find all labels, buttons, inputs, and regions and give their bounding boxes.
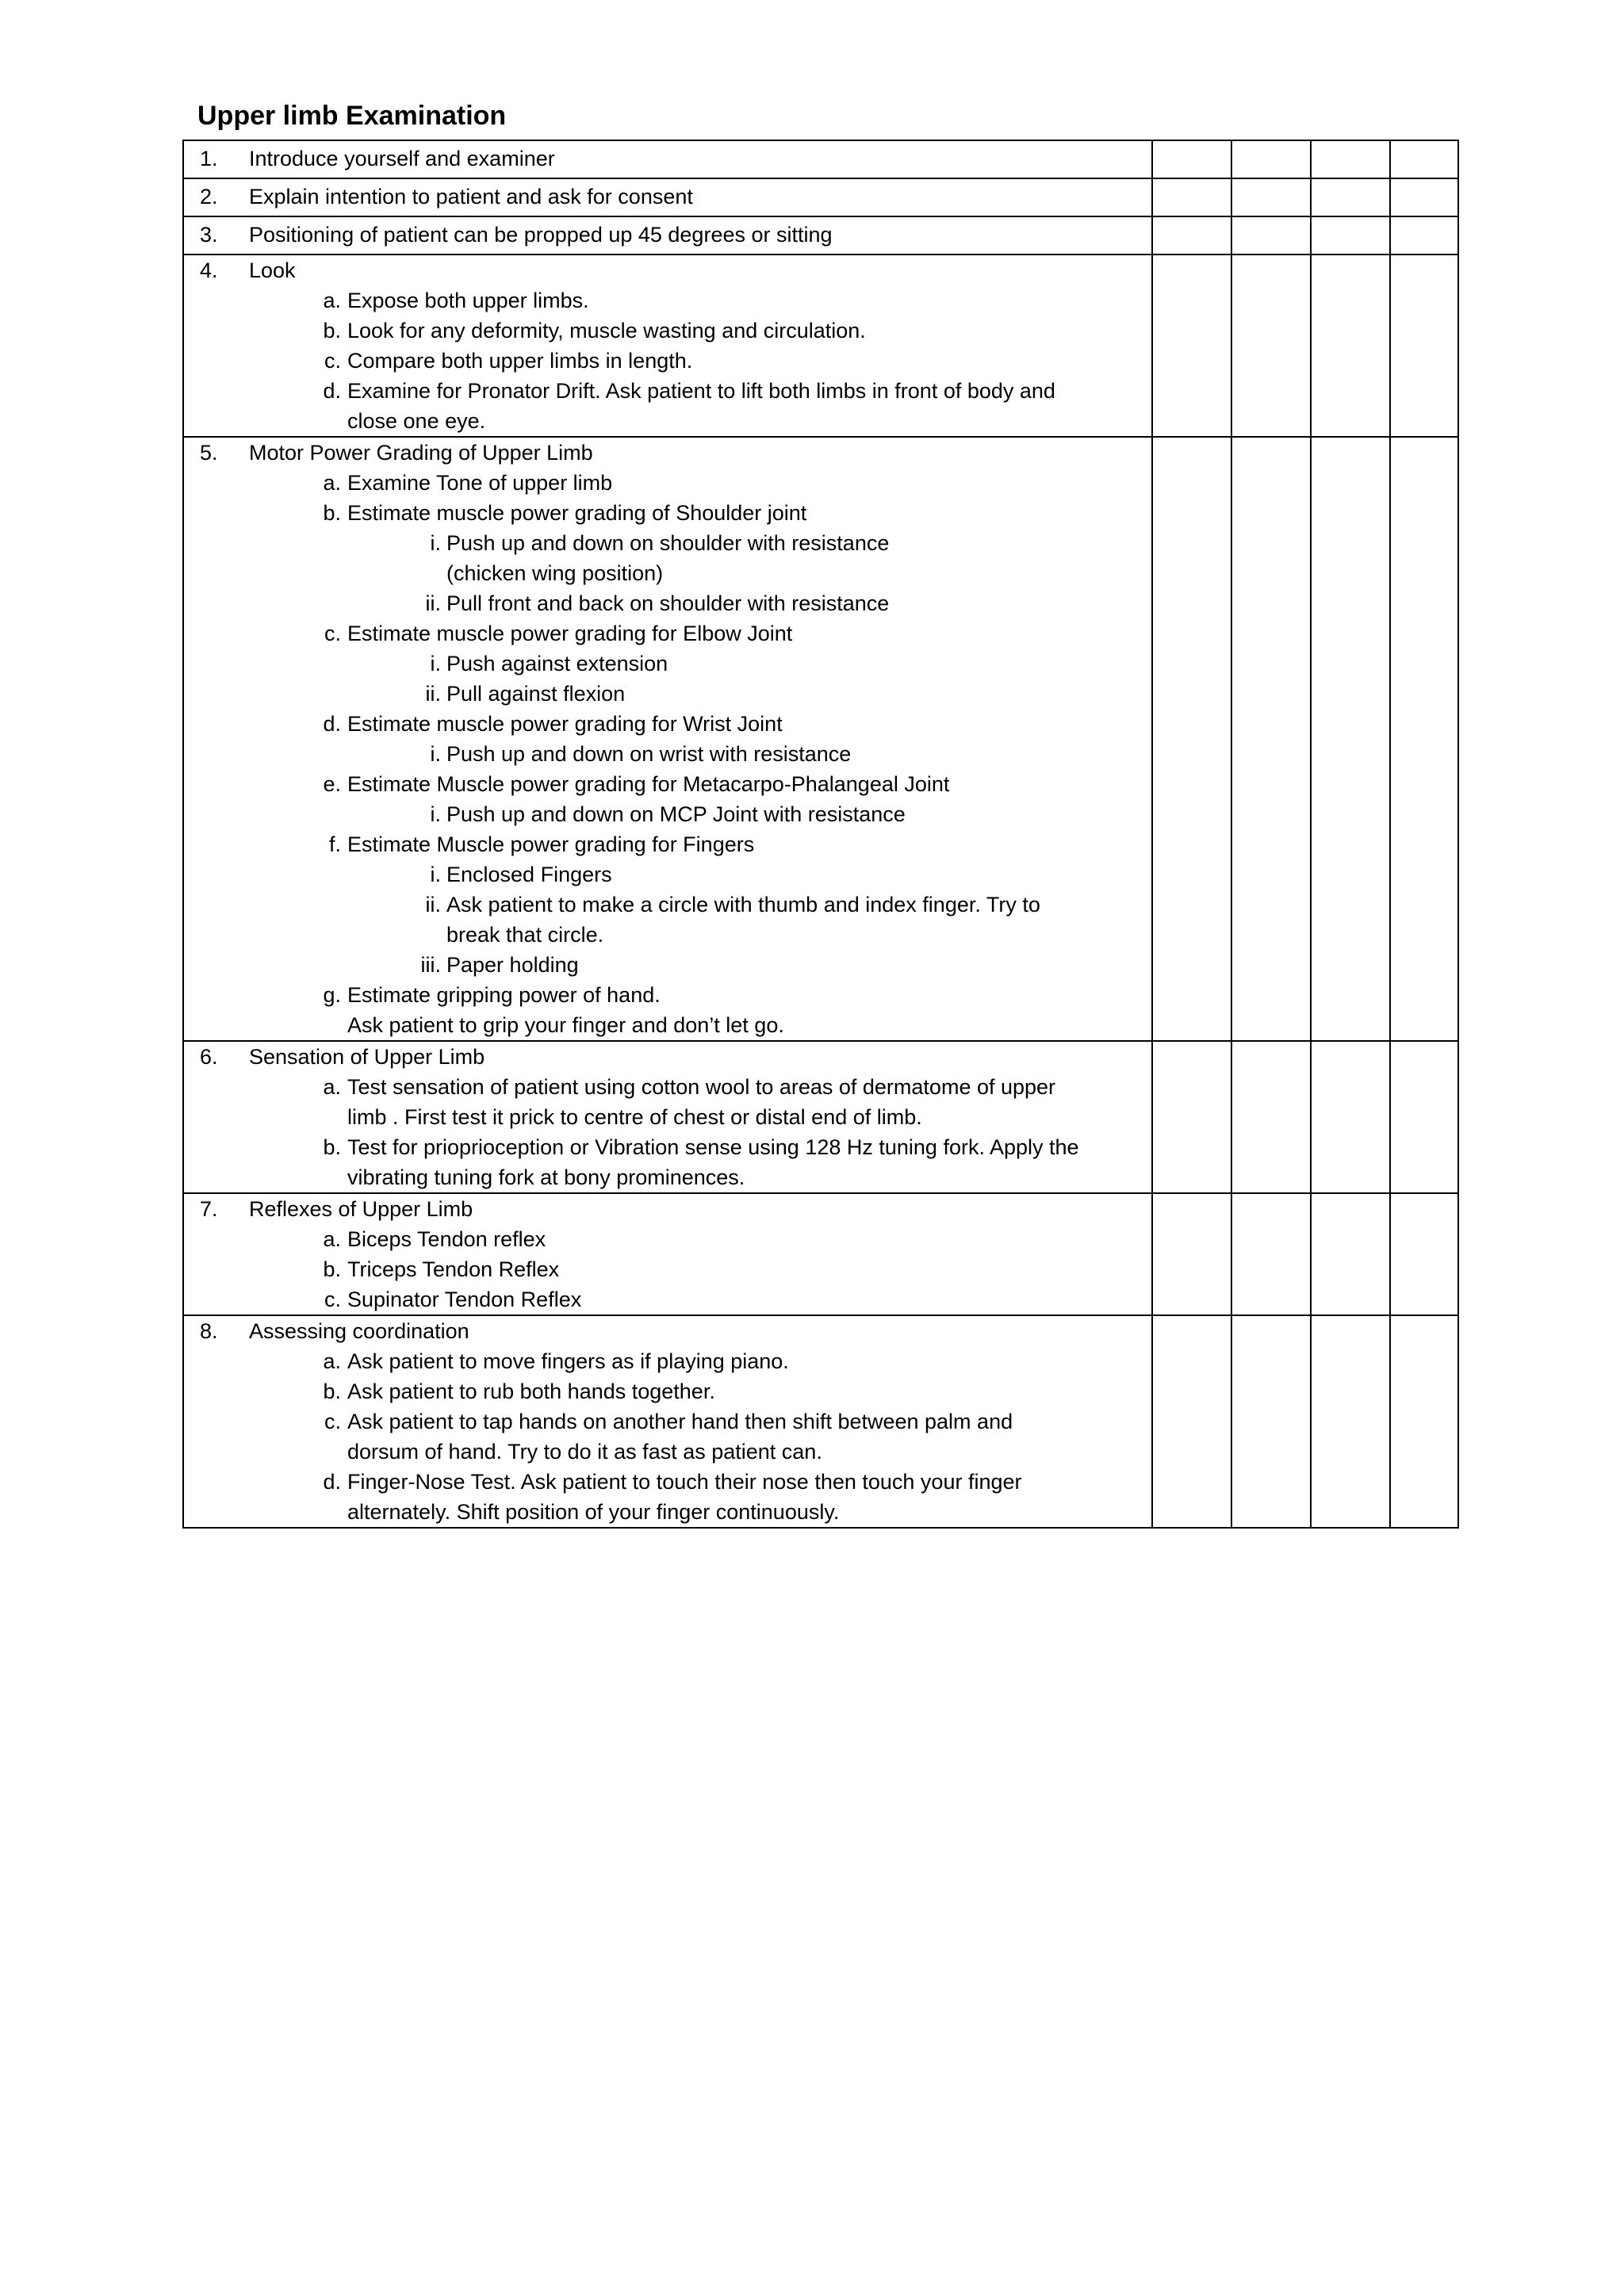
substep-text: Examine for Pronator Drift. Ask patient to lift both limbs in front of body and: [347, 379, 1055, 403]
substep-label: c.: [324, 1410, 341, 1433]
sub-substep-text: Push up and down on MCP Joint with resistance: [446, 802, 906, 826]
examination-checklist-table: [182, 140, 1459, 1529]
text-line: [184, 1437, 1151, 1467]
step-number: 2.: [200, 185, 218, 209]
checklist-row: [183, 178, 1458, 216]
sub-substep-label: ii.: [425, 682, 441, 706]
score-checkbox-cell[interactable]: [1390, 216, 1458, 254]
text-line: [184, 217, 1151, 252]
substep-label: c.: [324, 622, 341, 645]
step-content-cell: [183, 178, 1152, 216]
text-line: [184, 618, 1151, 649]
checklist-row: [183, 1041, 1458, 1193]
score-checkbox-cell[interactable]: [1390, 1041, 1458, 1193]
score-checkbox-cell[interactable]: [1390, 140, 1458, 178]
substep-label: c.: [324, 349, 341, 373]
sub-substep-label: ii.: [425, 893, 441, 916]
substep-label: a.: [323, 289, 341, 312]
text-line: [184, 649, 1151, 679]
substep-text: Finger-Nose Test. Ask patient to touch their nose then touch your finger: [347, 1470, 1022, 1494]
score-checkbox-cell[interactable]: [1231, 1193, 1311, 1315]
checklist-row: [183, 140, 1458, 178]
step-number: 6.: [200, 1045, 218, 1069]
score-checkbox-cell[interactable]: [1390, 437, 1458, 1041]
substep-label: a.: [323, 471, 341, 495]
text-line: [184, 498, 1151, 528]
checklist-row: [183, 254, 1458, 437]
substep-text: Ask patient to move fingers as if playing piano.: [347, 1349, 789, 1373]
substep-label: d.: [323, 379, 341, 403]
sub-substep-text: Pull front and back on shoulder with resistance: [446, 591, 890, 615]
score-checkbox-cell[interactable]: [1231, 254, 1311, 437]
step-title: Assessing coordination: [249, 1319, 469, 1343]
score-checkbox-cell[interactable]: [1231, 140, 1311, 178]
text-line: [184, 1346, 1151, 1376]
step-number: 4.: [200, 258, 218, 282]
substep-text: Estimate muscle power grading for Elbow Joint: [347, 622, 793, 645]
score-checkbox-cell[interactable]: [1152, 1315, 1231, 1528]
score-checkbox-cell[interactable]: [1231, 1041, 1311, 1193]
text-line: [184, 1162, 1151, 1192]
text-line: [184, 346, 1151, 376]
text-line: [184, 679, 1151, 709]
score-checkbox-cell[interactable]: [1152, 140, 1231, 178]
sub-substep-text: Ask patient to make a circle with thumb and index finger. Try to: [446, 893, 1040, 916]
score-checkbox-cell[interactable]: [1311, 1315, 1390, 1528]
sub-substep-text: Push against extension: [446, 652, 668, 675]
sub-substep-text: Paper holding: [446, 953, 579, 977]
substep-text: alternately. Shift position of your finger continuously.: [347, 1500, 840, 1524]
text-line: [184, 255, 1151, 285]
substep-text: Ask patient to grip your finger and don’t let go.: [347, 1013, 784, 1037]
score-checkbox-cell[interactable]: [1152, 178, 1231, 216]
sub-substep-label: ii.: [425, 591, 441, 615]
text-line: [184, 1194, 1151, 1224]
score-checkbox-cell[interactable]: [1152, 216, 1231, 254]
step-title: Motor Power Grading of Upper Limb: [249, 441, 593, 465]
step-content-cell: [183, 1041, 1152, 1193]
substep-text: Examine Tone of upper limb: [347, 471, 613, 495]
substep-text: Triceps Tendon Reflex: [347, 1257, 560, 1281]
score-checkbox-cell[interactable]: [1311, 437, 1390, 1041]
text-line: [184, 406, 1151, 436]
substep-text: dorsum of hand. Try to do it as fast as patient can.: [347, 1440, 822, 1464]
score-checkbox-cell[interactable]: [1390, 254, 1458, 437]
score-checkbox-cell[interactable]: [1231, 216, 1311, 254]
checklist-row: [183, 437, 1458, 1041]
step-content-cell: [183, 1193, 1152, 1315]
substep-text: Expose both upper limbs.: [347, 289, 589, 312]
text-line: [184, 1284, 1151, 1314]
substep-label: f.: [328, 832, 341, 856]
substep-label: b.: [323, 1257, 341, 1281]
text-line: [184, 1010, 1151, 1040]
substep-label: g.: [323, 983, 341, 1007]
substep-text: Estimate muscle power grading of Shoulder joint: [347, 501, 807, 525]
checklist-row: [183, 1315, 1458, 1528]
text-line: [184, 1497, 1151, 1527]
text-line: [184, 890, 1151, 920]
sub-substep-label: iii.: [420, 953, 441, 977]
step-title: Introduce yourself and examiner: [249, 147, 555, 170]
substep-text: Compare both upper limbs in length.: [347, 349, 693, 373]
sub-substep-text: break that circle.: [446, 923, 604, 947]
score-checkbox-cell[interactable]: [1152, 437, 1231, 1041]
substep-label: b.: [323, 1380, 341, 1403]
score-checkbox-cell[interactable]: [1152, 1193, 1231, 1315]
text-line: [184, 1102, 1151, 1132]
text-line: [184, 1254, 1151, 1284]
text-line: [184, 1467, 1151, 1497]
text-line: [184, 179, 1151, 214]
checklist-row: [183, 1193, 1458, 1315]
text-line: [184, 709, 1151, 739]
text-line: [184, 1042, 1151, 1072]
text-line: [184, 1316, 1151, 1346]
substep-text: close one eye.: [347, 409, 486, 433]
substep-text: Estimate muscle power grading for Wrist Joint: [347, 712, 783, 736]
step-number: 7.: [200, 1197, 218, 1221]
step-number: 5.: [200, 441, 218, 465]
substep-label: b.: [323, 1135, 341, 1159]
substep-label: d.: [323, 712, 341, 736]
text-line: [184, 769, 1151, 799]
sub-substep-label: i.: [430, 652, 441, 675]
sub-substep-label: i.: [430, 863, 441, 886]
substep-text: Test sensation of patient using cotton wool to areas of dermatome of upper: [347, 1075, 1056, 1099]
substep-text: Biceps Tendon reflex: [347, 1227, 546, 1251]
text-line: [184, 1224, 1151, 1254]
sub-substep-text: Pull against flexion: [446, 682, 626, 706]
text-line: [184, 528, 1151, 558]
score-checkbox-cell[interactable]: [1231, 437, 1311, 1041]
sub-substep-label: i.: [430, 531, 441, 555]
score-checkbox-cell[interactable]: [1152, 254, 1231, 437]
score-checkbox-cell[interactable]: [1311, 216, 1390, 254]
step-title: Sensation of Upper Limb: [249, 1045, 485, 1069]
text-line: [184, 141, 1151, 176]
substep-label: d.: [323, 1470, 341, 1494]
checklist-row: [183, 216, 1458, 254]
substep-text: Estimate gripping power of hand.: [347, 983, 661, 1007]
score-checkbox-cell[interactable]: [1231, 178, 1311, 216]
substep-text: Test for prioprioception or Vibration sense using 128 Hz tuning fork. Apply the: [347, 1135, 1079, 1159]
text-line: [184, 980, 1151, 1010]
text-line: [184, 799, 1151, 829]
substep-text: limb . First test it prick to centre of chest or distal end of limb.: [347, 1105, 922, 1129]
step-content-cell: [183, 216, 1152, 254]
step-content-cell: [183, 1315, 1152, 1528]
substep-text: Ask patient to tap hands on another hand then shift between palm and: [347, 1410, 1013, 1433]
text-line: [184, 1376, 1151, 1406]
step-content-cell: [183, 437, 1152, 1041]
text-line: [184, 829, 1151, 859]
substep-label: e.: [323, 772, 341, 796]
step-content-cell: [183, 140, 1152, 178]
score-checkbox-cell[interactable]: [1390, 1193, 1458, 1315]
score-checkbox-cell[interactable]: [1390, 1315, 1458, 1528]
text-line: [184, 859, 1151, 890]
sub-substep-label: i.: [430, 742, 441, 766]
step-content-cell: [183, 254, 1152, 437]
text-line: [184, 316, 1151, 346]
step-title: Look: [249, 258, 296, 282]
sub-substep-text: (chicken wing position): [446, 561, 664, 585]
score-checkbox-cell[interactable]: [1311, 1193, 1390, 1315]
page-title: Upper limb Examination: [197, 101, 507, 131]
score-checkbox-cell[interactable]: [1311, 1041, 1390, 1193]
text-line: [184, 1132, 1151, 1162]
step-title: Positioning of patient can be propped up 45 degrees or sitting: [249, 223, 833, 247]
text-line: [184, 468, 1151, 498]
substep-label: a.: [323, 1227, 341, 1251]
text-line: [184, 739, 1151, 769]
substep-text: vibrating tuning fork at bony prominences.: [347, 1165, 745, 1189]
score-checkbox-cell[interactable]: [1311, 140, 1390, 178]
text-line: [184, 588, 1151, 618]
text-line: [184, 1406, 1151, 1437]
substep-label: a.: [323, 1349, 341, 1373]
score-checkbox-cell[interactable]: [1231, 1315, 1311, 1528]
step-number: 8.: [200, 1319, 218, 1343]
checklist-body: [183, 140, 1458, 1528]
text-line: [184, 376, 1151, 406]
text-line: [184, 920, 1151, 950]
step-title: Explain intention to patient and ask for consent: [249, 185, 693, 209]
score-checkbox-cell[interactable]: [1152, 1041, 1231, 1193]
substep-label: a.: [323, 1075, 341, 1099]
substep-text: Supinator Tendon Reflex: [347, 1288, 582, 1311]
substep-label: b.: [323, 501, 341, 525]
step-title: Reflexes of Upper Limb: [249, 1197, 473, 1221]
substep-label: b.: [323, 319, 341, 342]
sub-substep-label: i.: [430, 802, 441, 826]
substep-text: Estimate Muscle power grading for Fingers: [347, 832, 755, 856]
score-checkbox-cell[interactable]: [1390, 178, 1458, 216]
substep-text: Look for any deformity, muscle wasting and circulation.: [347, 319, 866, 342]
step-number: 1.: [200, 147, 218, 170]
text-line: [184, 1072, 1151, 1102]
substep-label: c.: [324, 1288, 341, 1311]
sub-substep-text: Push up and down on shoulder with resistance: [446, 531, 890, 555]
sub-substep-text: Push up and down on wrist with resistance: [446, 742, 852, 766]
text-line: [184, 950, 1151, 980]
text-line: [184, 438, 1151, 468]
text-line: [184, 285, 1151, 316]
text-line: [184, 558, 1151, 588]
step-number: 3.: [200, 223, 218, 247]
substep-text: Ask patient to rub both hands together.: [347, 1380, 715, 1403]
substep-text: Estimate Muscle power grading for Metacarpo-Phalangeal Joint: [347, 772, 950, 796]
sub-substep-text: Enclosed Fingers: [446, 863, 612, 886]
score-checkbox-cell[interactable]: [1311, 178, 1390, 216]
score-checkbox-cell[interactable]: [1311, 254, 1390, 437]
